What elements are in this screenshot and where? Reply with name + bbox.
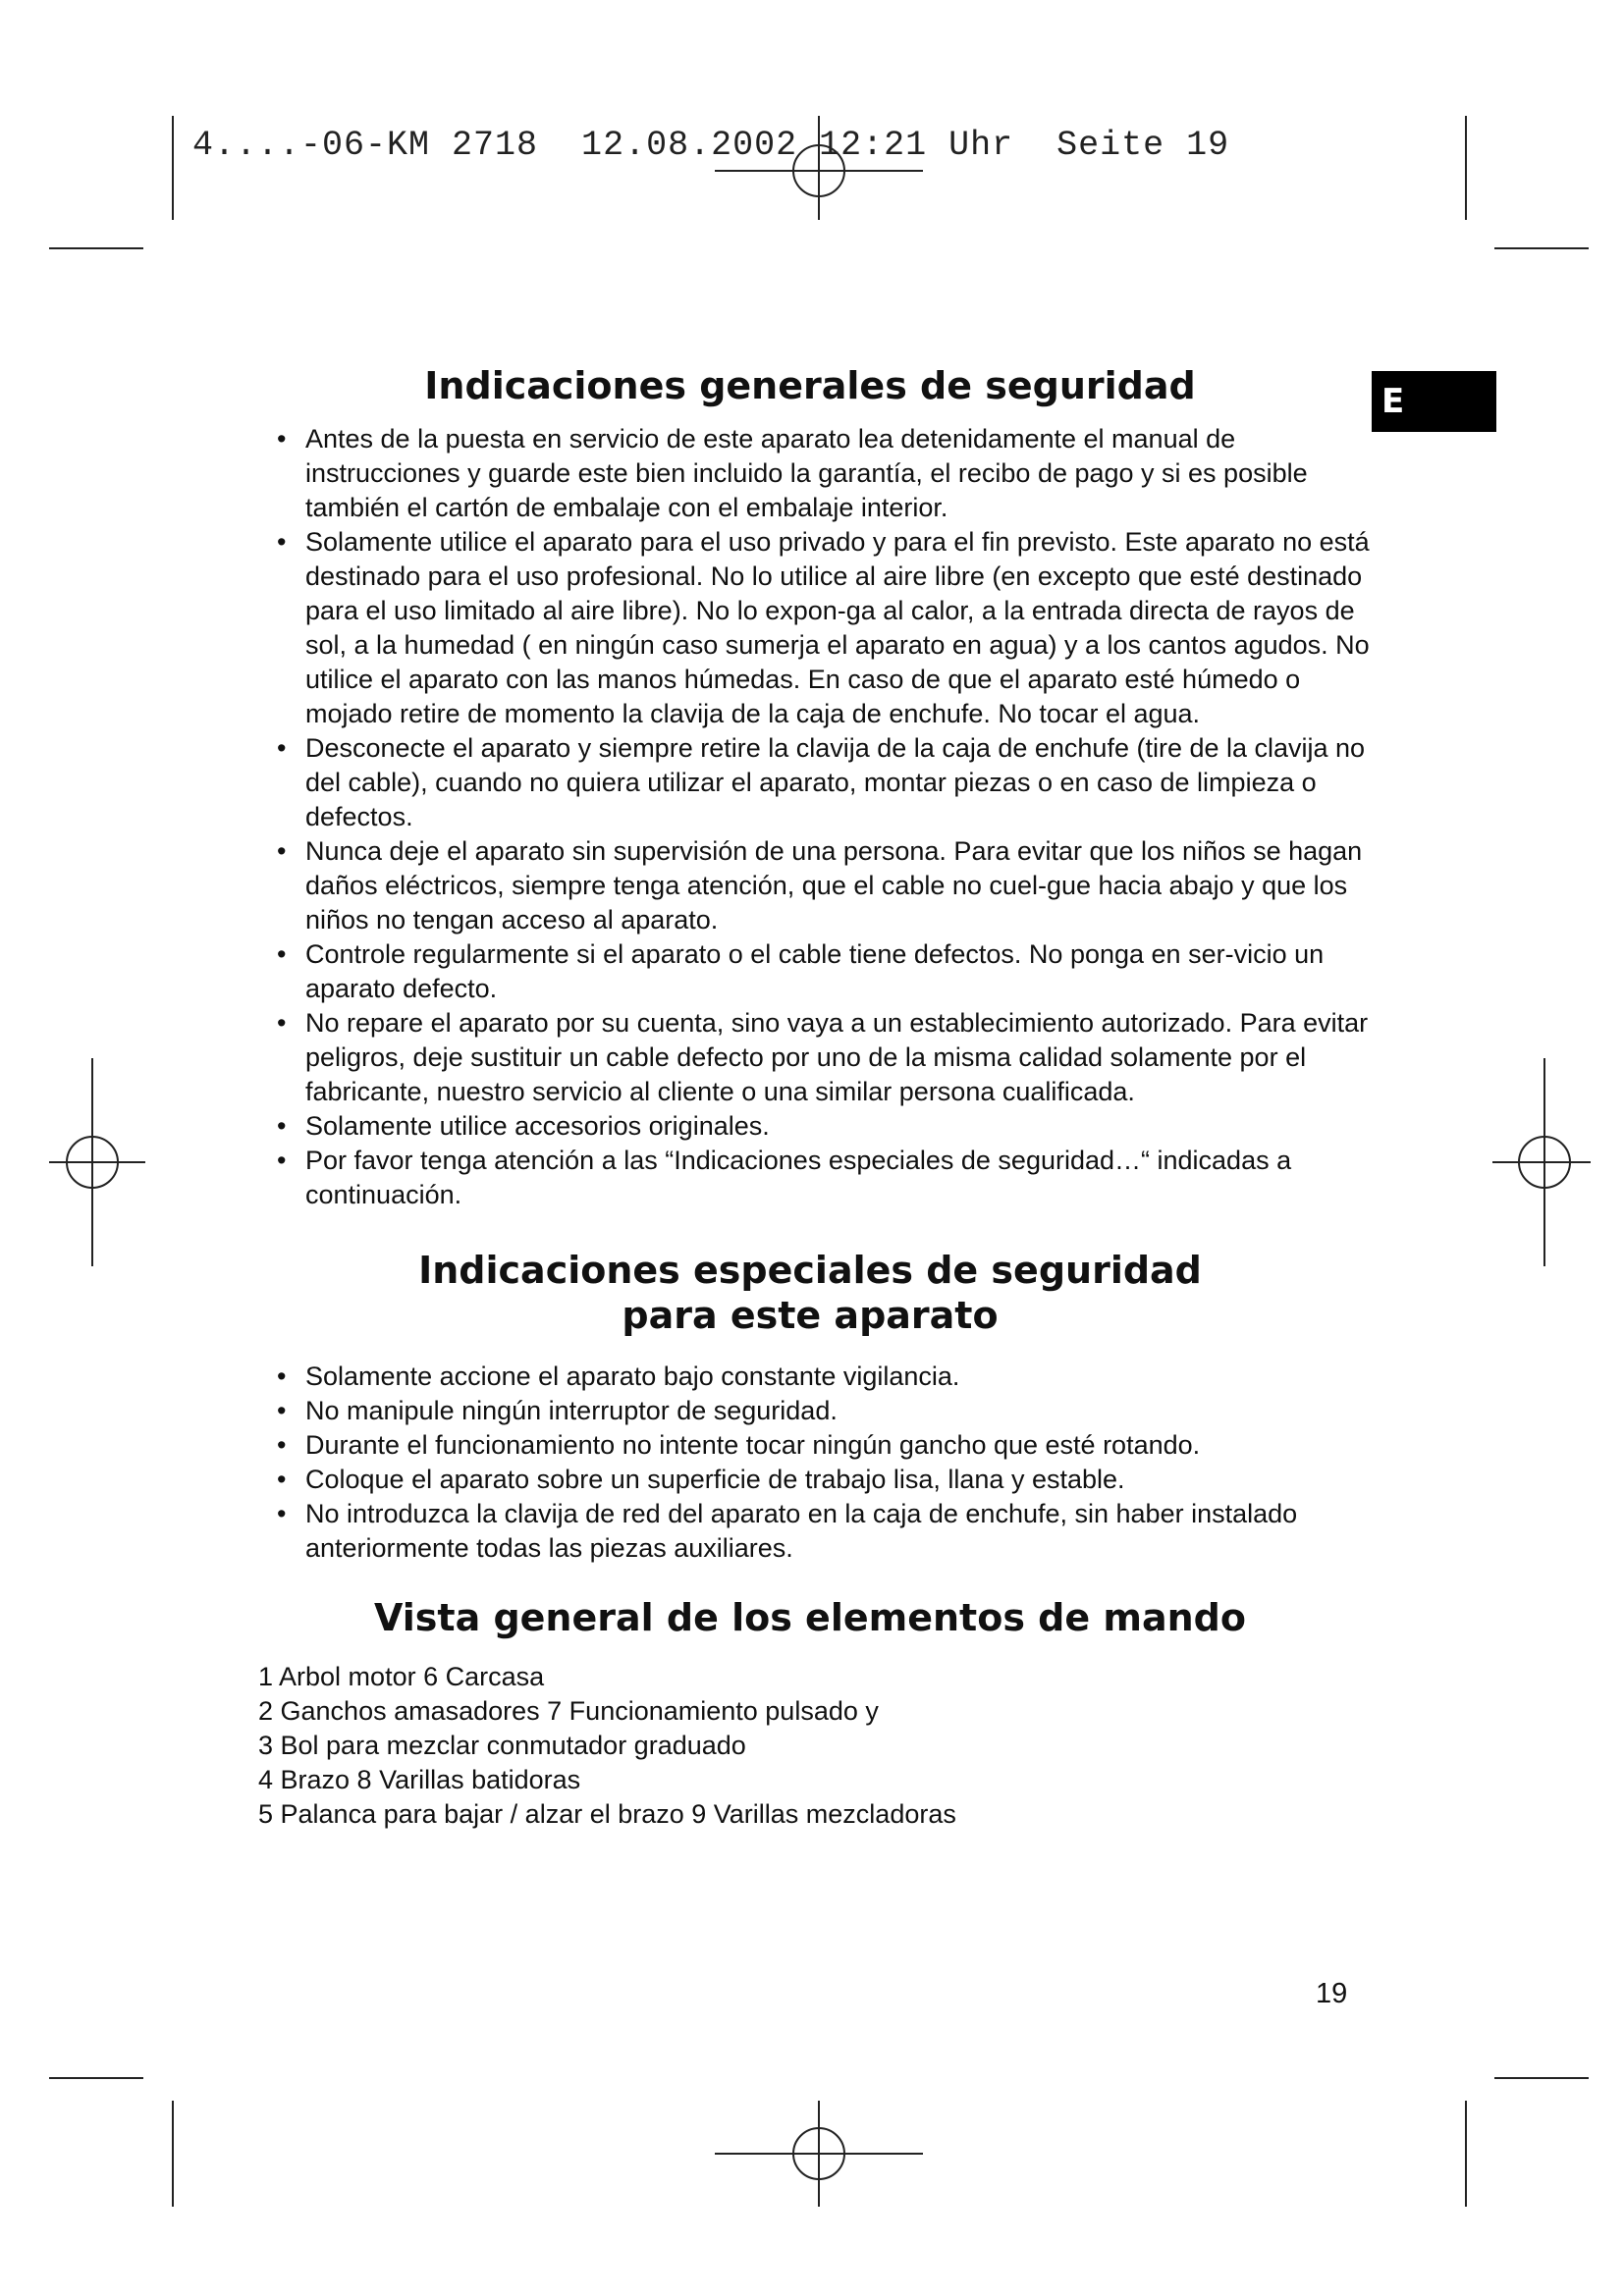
section-title-general-safety: Indicaciones generales de seguridad <box>424 364 1196 407</box>
list-item: • Durante el funcionamiento no intente tocar ningún gancho que esté rotando. <box>250 1428 1370 1463</box>
section-title-line: Indicaciones especiales de seguridad <box>418 1249 1202 1292</box>
general-safety-list <box>250 422 1370 1212</box>
controls-list <box>250 1660 1370 1832</box>
list-item: • No introduzca la clavija de red del aparato en la caja de enchufe, sin haber instalado anteriormente todas las piezas auxiliares. <box>250 1497 1370 1566</box>
section-title-line: para este aparato <box>622 1294 999 1337</box>
control-item: 1 Arbol motor 6 Carcasa <box>258 1662 545 1691</box>
control-item: 5 Palanca para bajar / alzar el brazo 9 Varillas mezcladoras <box>258 1799 956 1829</box>
section-title-special-safety <box>250 1248 1370 1338</box>
control-item: 3 Bol para mezclar conmutador graduado <box>258 1731 746 1760</box>
print-slug-line: 4....-06-KM 2718 12.08.2002 12:21 Uhr Seite 19 <box>192 126 1230 165</box>
list-item: • Nunca deje el aparato sin supervisión de una persona. Para evitar que los niños se hagan daños eléctricos, siempre tenga atención, que el cable no cuel-gue hacia abajo y que los niños no tengan acceso al aparato. <box>250 834 1370 937</box>
list-item: • Desconecte el aparato y siempre retire la clavija de la caja de enchufe (tire de la clavija no del cable), cuando no quiera utilizar el aparato, montar piezas o en caso de limpieza o defectos. <box>250 731 1370 834</box>
registration-target-left <box>49 1058 145 1266</box>
list-item: • Solamente accione el aparato bajo constante vigilancia. <box>250 1360 1370 1394</box>
list-item: • No repare el aparato por su cuenta, sino vaya a un establecimiento autorizado. Para evitar peligros, deje sustituir un cable defecto por uno de la misma calidad solamente por el fabricante, nuestro servicio al cliente o una similar persona cualificada. <box>250 1006 1370 1109</box>
list-item: • Coloque el aparato sobre un superficie de trabajo lisa, llana y estable. <box>250 1463 1370 1497</box>
special-safety-list <box>250 1360 1370 1566</box>
list-item: • Solamente utilice accesorios originales. <box>250 1109 1370 1144</box>
section-title-controls-overview: Vista general de los elementos de mando <box>374 1596 1246 1639</box>
page-number: 19 <box>1316 1978 1348 2009</box>
control-item: 4 Brazo 8 Varillas batidoras <box>258 1765 581 1794</box>
page-content <box>250 363 1370 1832</box>
list-item: • Por favor tenga atención a las “Indicaciones especiales de seguridad…“ indicadas a continuación. <box>250 1144 1370 1212</box>
list-item: • Antes de la puesta en servicio de este aparato lea detenidamente el manual de instrucciones y guarde este bien incluido la garantía, el recibo de pago y si es posible también el cartón de embalaje con el embalaje interior. <box>250 422 1370 525</box>
registration-target-right <box>1492 1058 1591 1266</box>
registration-target-bottom <box>715 2101 923 2207</box>
control-item: 2 Ganchos amasadores 7 Funcionamiento pulsado y <box>258 1696 879 1726</box>
language-tab: E <box>1372 371 1496 432</box>
list-item: • No manipule ningún interruptor de seguridad. <box>250 1394 1370 1428</box>
list-item: • Controle regularmente si el aparato o el cable tiene defectos. No ponga en ser-vicio un aparato defecto. <box>250 937 1370 1006</box>
list-item: • Solamente utilice el aparato para el uso privado y para el fin previsto. Este aparato no está destinado para el uso profesional. No lo utilice al aire libre (en excepto que esté destinado para el uso limitado al aire libre). No lo expon-ga al calor, a la entrada directa de rayos de sol, a la humedad ( en ningún caso sumerja el aparato en agua) y a los cantos agudos. No utilice el aparato con las manos húmedas. En caso de que el aparato esté húmedo o mojado retire de momento la clavija de la caja de enchufe. No tocar el agua. <box>250 525 1370 731</box>
